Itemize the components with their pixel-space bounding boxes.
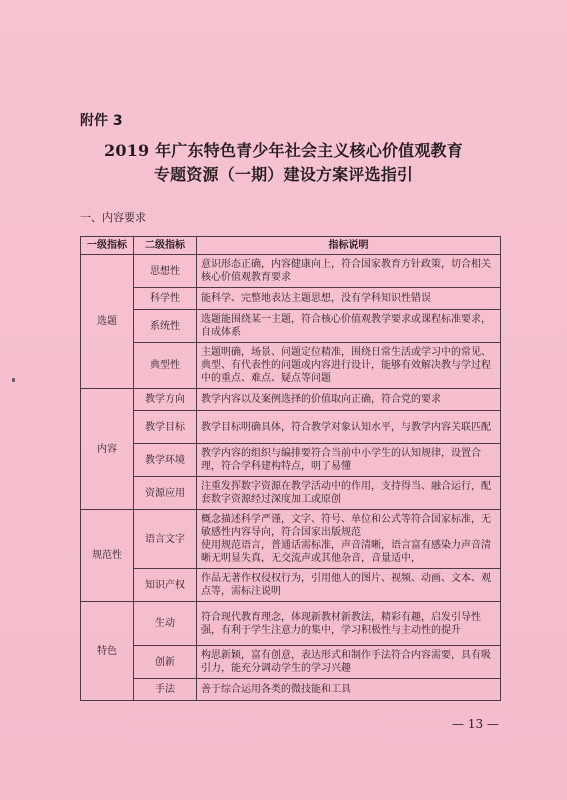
table-row xyxy=(81,444,501,477)
indicator-description: 主题明确，场景、问题定位精准，围绕日常生活或学习中的常见、典型、有代表性的问题或内容进行设计，能够有效解决教与学过程中的重点、难点、疑点等问题 xyxy=(197,343,501,389)
table-row xyxy=(81,389,501,411)
indicator-description: 能科学、完整地表达主题思想，没有学科知识性错误 xyxy=(197,288,501,310)
level2-indicator: 生动 xyxy=(134,602,197,646)
table-row xyxy=(81,255,501,288)
indicator-description: 意识形态正确，内容健康向上，符合国家教育方针政策，切合相关核心价值观教育要求 xyxy=(197,255,501,288)
level2-indicator: 资源应用 xyxy=(134,477,197,510)
indicator-description: 注重发挥数字资源在教学活动中的作用，支持得当、融合运行，配套数字资源经过深度加工或原创 xyxy=(197,477,501,510)
indicator-description: 作品无著作权侵权行为，引用他人的图片、视频、动画、文本、观点等，需标注说明 xyxy=(197,569,501,602)
indicator-description: 教学目标明确具体，符合教学对象认知水平，与教学内容关联匹配 xyxy=(197,411,501,444)
indicator-table xyxy=(80,236,501,701)
indicator-description: 符合现代教育理念，体现新教材新教法，精彩有趣，启发引导性强，有利于学生注意力的集中，学习积极性与主动性的提升 xyxy=(197,602,501,646)
table-row xyxy=(81,310,501,343)
table-row xyxy=(81,288,501,310)
indicator-description: 教学内容的组织与编排要符合当前中小学生的认知规律，设置合理，符合学科建构特点，明了易懂 xyxy=(197,444,501,477)
table-row xyxy=(81,477,501,510)
level2-indicator: 教学环境 xyxy=(134,444,197,477)
level2-indicator: 典型性 xyxy=(134,343,197,389)
table-header-row xyxy=(81,237,501,255)
level1-indicator: 特色 xyxy=(81,602,134,701)
indicator-description: 构思新颖，富有创意，表达形式和制作手法符合内容需要，具有吸引力，能充分调动学生的学习兴趣 xyxy=(197,646,501,679)
level2-indicator: 教学目标 xyxy=(134,411,197,444)
level2-indicator: 科学性 xyxy=(134,288,197,310)
table-row xyxy=(81,510,501,569)
header-level2: 二级指标 xyxy=(134,237,197,255)
indicator-description: 教学内容以及案例选择的价值取向正确，符合党的要求 xyxy=(197,389,501,411)
document-title-line2: 专题资源（一期）建设方案评选指引 xyxy=(153,165,414,184)
level2-indicator: 系统性 xyxy=(134,310,197,343)
level1-indicator: 选题 xyxy=(81,255,134,389)
table-row xyxy=(81,602,501,646)
table-row xyxy=(81,646,501,679)
attachment-label: 附件 3 xyxy=(80,113,123,129)
scan-speck xyxy=(12,378,15,382)
document-title-line1: 2019 年广东特色青少年社会主义核心价值观教育 xyxy=(104,141,463,160)
indicator-description: 选题能围绕某一主题，符合核心价值观教学要求或课程标准要求，自成体系 xyxy=(197,310,501,343)
section-heading: 一、内容要求 xyxy=(80,211,146,224)
table-row xyxy=(81,411,501,444)
page-number: — 13 — xyxy=(452,717,499,731)
level2-indicator: 创新 xyxy=(134,646,197,679)
header-level1: 一级指标 xyxy=(81,237,134,255)
level2-indicator: 思想性 xyxy=(134,255,197,288)
level1-indicator: 规范性 xyxy=(81,510,134,602)
table-row xyxy=(81,569,501,602)
level2-indicator: 手法 xyxy=(134,679,197,701)
header-description: 指标说明 xyxy=(197,237,501,255)
indicator-description: 善于综合运用各类的微技能和工具 xyxy=(197,679,501,701)
level1-indicator: 内容 xyxy=(81,389,134,510)
level2-indicator: 教学方向 xyxy=(134,389,197,411)
indicator-description: 概念描述科学严谨，文字、符号、单位和公式等符合国家标准，无敏感性内容导向，符合国家出版规范 使用规范语言，普通话需标准，声音清晰，语言富有感染力声音清晰无明显失真，无交流声或其他杂音，音量适中， xyxy=(197,510,501,569)
table-row xyxy=(81,343,501,389)
level2-indicator: 语言文字 xyxy=(134,510,197,569)
table-row xyxy=(81,679,501,701)
level2-indicator: 知识产权 xyxy=(134,569,197,602)
